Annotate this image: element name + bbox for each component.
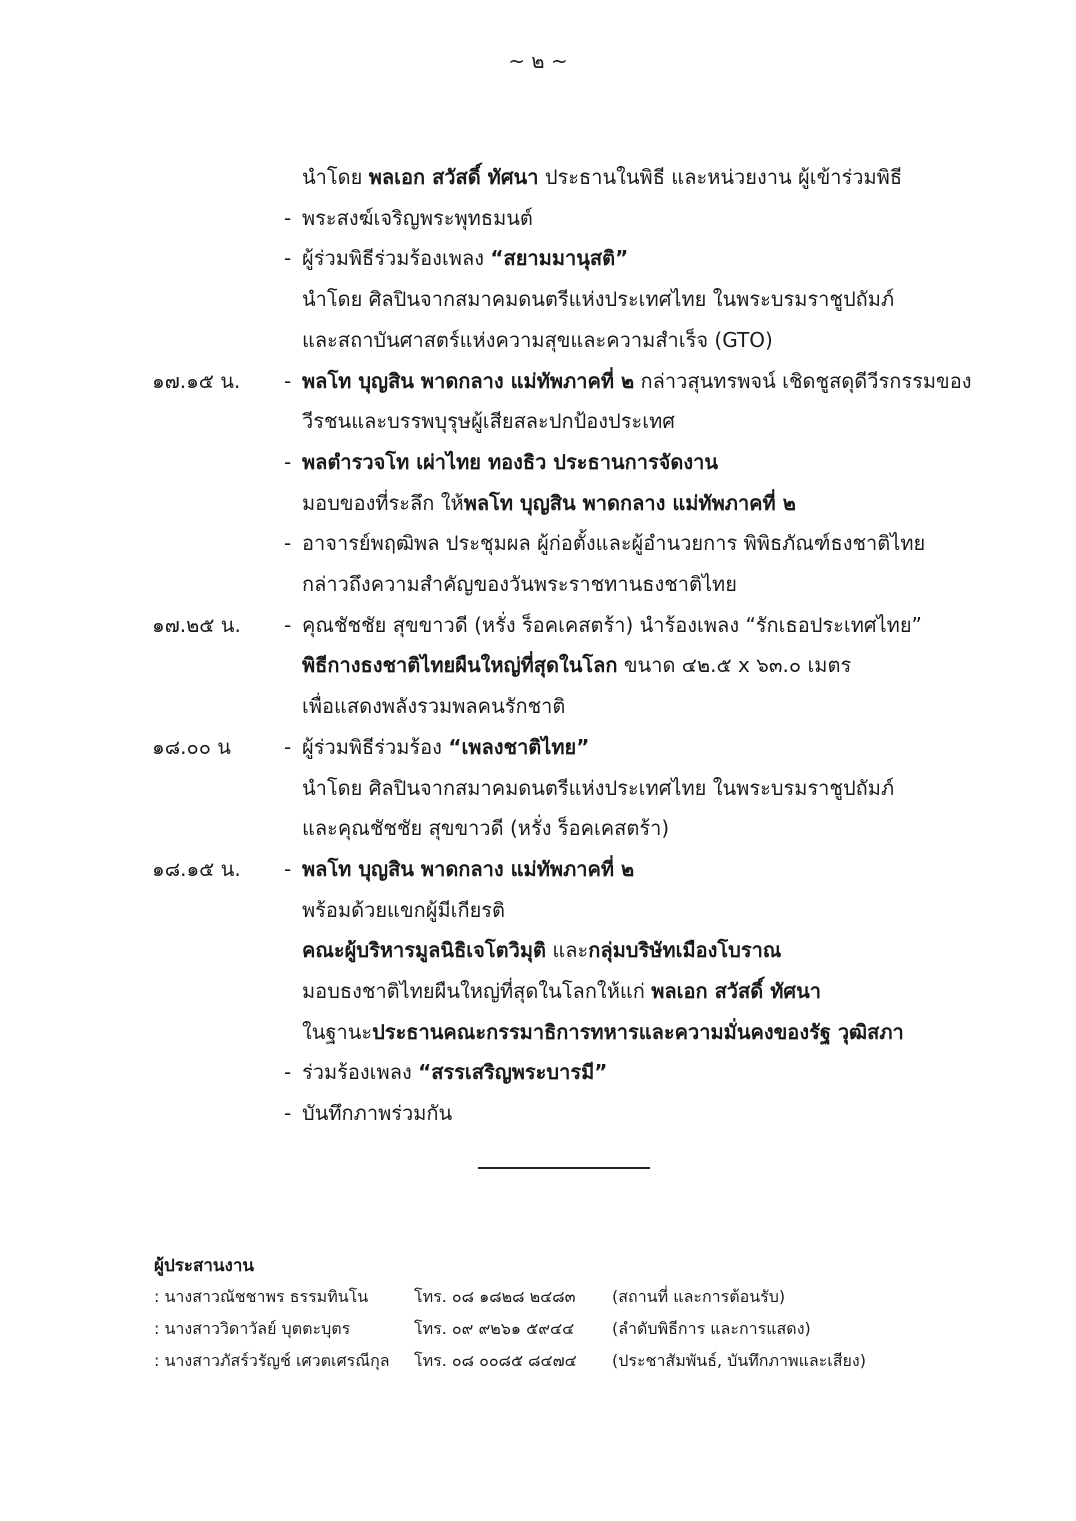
bold-text: พลตำรวจโท เผ่าไทย ทองธิว ประธานการจัดงาน bbox=[302, 450, 719, 474]
schedule-line bbox=[302, 367, 971, 395]
text: ผู้ร่วมพิธีร่วมร้องเพลง bbox=[302, 246, 491, 270]
text: และ bbox=[546, 938, 589, 962]
text: พร้อมด้วยแขกผู้มีเกียรติ bbox=[302, 898, 506, 922]
bold-text: พลเอก สวัสดิ์ ทัศนา bbox=[368, 165, 539, 189]
schedule-time: ๑๗.๒๕ น. bbox=[152, 613, 241, 637]
coordinator-duty: (ลำดับพิธีการ และการแสดง) bbox=[612, 1319, 811, 1338]
schedule-line bbox=[302, 774, 894, 802]
text: กล่าวสุนทรพจน์ เชิดชูสดุดีวีรกรรมของ bbox=[634, 369, 972, 393]
bullet-dash: - bbox=[284, 735, 292, 759]
schedule-line bbox=[302, 204, 533, 232]
schedule-line bbox=[302, 936, 781, 964]
bullet-dash: - bbox=[284, 206, 292, 230]
text: เพื่อแสดงพลังรวมพลคนรักชาติ bbox=[302, 694, 566, 718]
schedule-line bbox=[302, 448, 718, 476]
schedule-line bbox=[302, 529, 925, 557]
bullet-dash: - bbox=[284, 246, 292, 270]
schedule-line bbox=[302, 1099, 452, 1127]
bold-text: พลเอก สวัสดิ์ ทัศนา bbox=[651, 979, 821, 1003]
page-number: ~ ๒ ~ bbox=[508, 49, 568, 73]
bold-text: คณะผู้บริหารมูลนิธิเจโตวิมุติ bbox=[302, 938, 546, 962]
schedule-line bbox=[302, 570, 737, 598]
schedule-line bbox=[302, 733, 589, 761]
text: และสถาบันศาสตร์แห่งความสุขและความสำเร็จ (GTO) bbox=[302, 328, 773, 352]
bold-text: พลโท บุญสิน พาดกลาง แม่ทัพภาคที่ ๒ bbox=[302, 369, 635, 393]
schedule-time: ๑๘.๑๕ น. bbox=[152, 857, 241, 881]
text: และคุณชัชชัย สุขขาวดี (หรั่ง ร็อคเคสตร้า) bbox=[302, 816, 670, 840]
text: ขนาด ๔๒.๕ x ๖๓.๐ เมตร bbox=[617, 653, 852, 677]
bullet-dash: - bbox=[284, 613, 292, 637]
text: คุณชัชชัย สุขขาวดี (หรั่ง ร็อคเคสตร้า) นำร้องเพลง “รักเธอประเทศไทย” bbox=[302, 613, 922, 637]
bullet-dash: - bbox=[284, 369, 292, 393]
schedule-line bbox=[302, 692, 565, 720]
bold-text: พิธีกางธงชาติไทยผืนใหญ่ที่สุดในโลก bbox=[302, 653, 618, 677]
bold-text: กลุ่มบริษัทเมืองโบราณ bbox=[588, 938, 782, 962]
coordinator-phone: โทร. ๐๘ ๑๘๒๘ ๒๔๘๓ bbox=[414, 1287, 576, 1306]
text: ร่วมร้องเพลง bbox=[302, 1060, 419, 1084]
coordinator-name: : นางสาววิดาวัลย์ บุตตะบุตร bbox=[154, 1319, 351, 1338]
bullet-dash: - bbox=[284, 1060, 292, 1084]
schedule-time: ๑๗.๑๕ น. bbox=[152, 369, 241, 393]
coordinators-title: ผู้ประสานงาน bbox=[154, 1256, 255, 1276]
schedule-line bbox=[302, 855, 634, 883]
divider-line bbox=[478, 1167, 650, 1169]
schedule-line bbox=[302, 651, 851, 679]
text: กล่าวถึงความสำคัญของวันพระราชทานธงชาติไทย bbox=[302, 572, 737, 596]
schedule-line bbox=[302, 1018, 904, 1046]
coordinator-name: : นางสาวณัชชาพร ธรรมทินโน bbox=[154, 1287, 369, 1306]
text: นำโดย ศิลปินจากสมาคมดนตรีแห่งประเทศไทย ในพระบรมราชูปถัมภ์ bbox=[302, 776, 895, 800]
text: บันทึกภาพร่วมกัน bbox=[302, 1101, 453, 1125]
bullet-dash: - bbox=[284, 531, 292, 555]
bullet-dash: - bbox=[284, 450, 292, 474]
coordinator-duty: (ประชาสัมพันธ์, บันทึกภาพและเสียง) bbox=[612, 1351, 866, 1370]
schedule-line bbox=[302, 1058, 607, 1086]
text: อาจารย์พฤฒิพล ประชุมผล ผู้ก่อตั้งและผู้อำนวยการ พิพิธภัณฑ์ธงชาติไทย bbox=[302, 531, 926, 555]
bullet-dash: - bbox=[284, 1101, 292, 1125]
schedule-line bbox=[302, 611, 922, 639]
schedule-line bbox=[302, 163, 902, 191]
text: วีรชนและบรรพบุรุษผู้เสียสละปกป้องประเทศ bbox=[302, 409, 675, 433]
schedule-line bbox=[302, 244, 628, 272]
schedule-line bbox=[302, 814, 669, 842]
schedule-time: ๑๘.๐๐ น bbox=[152, 735, 231, 759]
schedule-line bbox=[302, 977, 821, 1005]
text: นำโดย bbox=[302, 165, 369, 189]
text: ผู้ร่วมพิธีร่วมร้อง bbox=[302, 735, 449, 759]
text: ประธานในพิธี และหน่วยงาน ผู้เข้าร่วมพิธี bbox=[538, 165, 903, 189]
coordinator-phone: โทร. ๐๙ ๙๒๖๑ ๕๙๔๔ bbox=[414, 1319, 575, 1338]
bold-text: ประธานคณะกรรมาธิการทหารและความมั่นคงของรัฐ วุฒิสภา bbox=[372, 1020, 904, 1044]
schedule-line bbox=[302, 326, 773, 354]
text: พระสงฆ์เจริญพระพุทธมนต์ bbox=[302, 206, 533, 230]
bold-text: “เพลงชาติไทย” bbox=[448, 735, 590, 759]
bold-text: “สยามมานุสติ” bbox=[490, 246, 629, 270]
schedule-line bbox=[302, 407, 675, 435]
bold-text: พลโท บุญสิน พาดกลาง แม่ทัพภาคที่ ๒ bbox=[302, 857, 635, 881]
schedule-line bbox=[302, 896, 505, 924]
schedule-line bbox=[302, 285, 894, 313]
bullet-dash: - bbox=[284, 857, 292, 881]
schedule-line bbox=[302, 489, 796, 517]
coordinator-phone: โทร. ๐๘ ๐๐๘๕ ๘๔๗๔ bbox=[414, 1351, 577, 1370]
text: ในฐานะ bbox=[302, 1020, 373, 1044]
text: นำโดย ศิลปินจากสมาคมดนตรีแห่งประเทศไทย ในพระบรมราชูปถัมภ์ bbox=[302, 287, 895, 311]
coordinator-name: : นางสาวภัสร์วรัญช์ เศวตเศรณีกุล bbox=[154, 1351, 390, 1370]
coordinator-duty: (สถานที่ และการต้อนรับ) bbox=[612, 1287, 786, 1306]
text: มอบธงชาติไทยผืนใหญ่ที่สุดในโลกให้แก่ bbox=[302, 979, 652, 1003]
text: มอบของที่ระลึก ให้ bbox=[302, 491, 464, 515]
bold-text: พลโท บุญสิน พาดกลาง แม่ทัพภาคที่ ๒ bbox=[463, 491, 796, 515]
bold-text: “สรรเสริญพระบารมี” bbox=[418, 1060, 608, 1084]
